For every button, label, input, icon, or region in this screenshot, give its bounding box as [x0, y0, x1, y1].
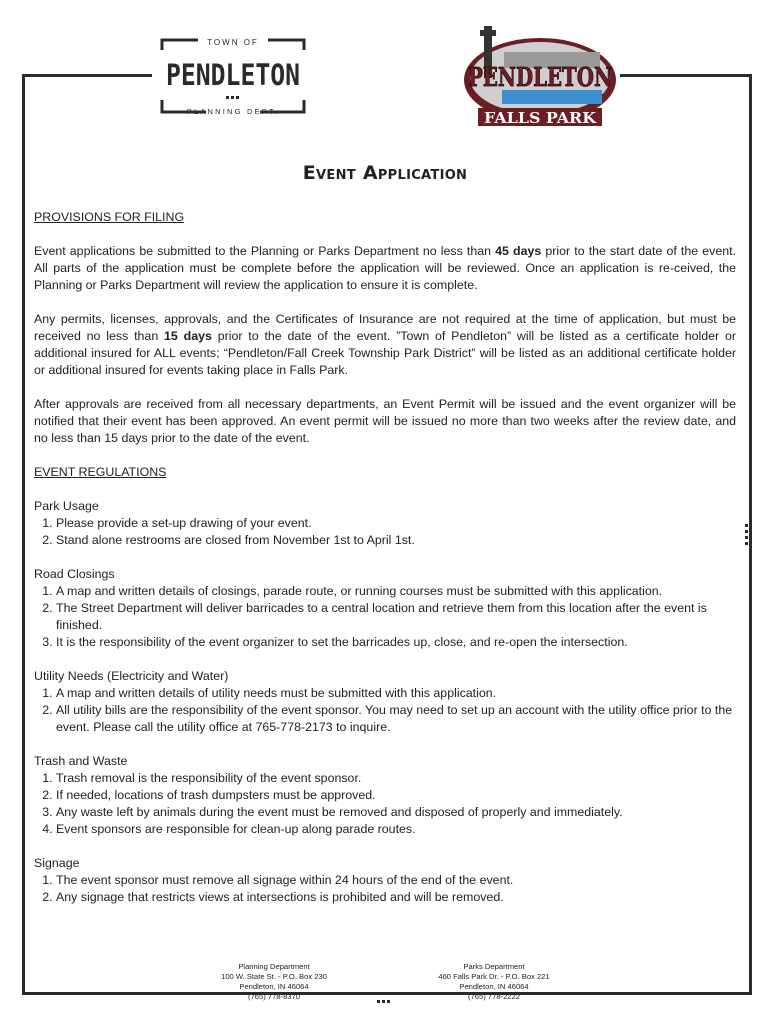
list-item: 2. If needed, locations of trash dumpsters must be approved.	[56, 787, 736, 804]
parks-city: Pendleton, IN 46064	[459, 982, 529, 991]
footer-planning	[204, 962, 344, 1002]
logo-town-of: TOWN OF	[207, 38, 259, 47]
provisions-paragraph-2: Any permits, licenses, approvals, and the Certificates of Insurance are not required at the time of application, but must be received no less than 15 days prior to the date of the event. ”Town of Pendleton” will be listed as a certificate holder or additional insured for ALL events; “Pendleton/Fall Creek Township Park District” will be listed as an additional certificate holder or additional insured for events taking place in Falls Park.	[34, 312, 736, 377]
left-dots	[22, 524, 25, 548]
road-closings-list	[34, 583, 736, 651]
footer-dots	[377, 990, 392, 1008]
frame-top-left	[22, 74, 152, 77]
utility-needs-list	[34, 685, 736, 736]
signage-title: Signage	[34, 856, 80, 870]
falls-park-logo	[458, 22, 622, 132]
list-item: 1. A map and written details of utility needs must be submitted with this application.	[56, 685, 736, 702]
parks-name: Parks Department	[463, 962, 525, 971]
list-item: 1. Please provide a set-up drawing of your event.	[56, 515, 736, 532]
list-item: 4. Event sponsors are responsible for clean-up along parade routes.	[56, 821, 736, 838]
trash-waste-title: Trash and Waste	[34, 754, 128, 768]
provisions-heading: PROVISIONS FOR FILING	[34, 210, 185, 224]
list-item: 2. The Street Department will deliver barricades to a central location and retrieve them from this location after the event is finished.	[56, 600, 736, 634]
list-item: 2. Stand alone restrooms are closed from November 1st to April 1st.	[56, 532, 736, 549]
logo-planning-dept: PLANNING DEPT.	[186, 107, 280, 116]
utility-needs-title: Utility Needs (Electricity and Water)	[34, 669, 229, 683]
park-usage-list	[34, 515, 736, 549]
park-usage-title: Park Usage	[34, 499, 99, 513]
footer-parks	[424, 962, 564, 1002]
signage-list	[34, 872, 736, 906]
right-dots	[745, 524, 748, 548]
logo-falls-park: FALLS PARK	[484, 109, 598, 127]
planning-address: 100 W. State St. - P.O. Box 230	[221, 972, 327, 981]
frame-top-right	[620, 74, 749, 77]
logo-right-name: PENDLETON	[468, 63, 612, 93]
road-closings-title: Road Closings	[34, 567, 115, 581]
planning-phone: (765) 778-8370	[248, 992, 300, 1001]
provisions-paragraph-1: Event applications be submitted to the Planning or Parks Department no less than 45 days prior to the start date of the event. All parts of the application must be complete before the application will be reviewed. Once an application is re-ceived, the Planning or Parks Department will review the application to ensure it is complete.	[34, 244, 736, 292]
list-item: 2. Any signage that restricts views at intersections is prohibited and will be removed.	[56, 889, 736, 906]
list-item: 3. It is the responsibility of the event organizer to set the barricades up, close, and re-open the intersection.	[56, 634, 736, 651]
regulations-heading: EVENT REGULATIONS	[34, 465, 167, 479]
provisions-paragraph-3: After approvals are received from all necessary departments, an Event Permit will be issued and the event organizer will be notified that their event has been approved. An event permit will be issued no more than two weeks after the review date, and no less than 15 days prior to the date of the event.	[34, 397, 736, 445]
list-item: 1. A map and written details of closings, parade route, or running courses must be submitted with this application.	[56, 583, 736, 600]
planning-city: Pendleton, IN 46064	[239, 982, 309, 991]
list-item: 2. All utility bills are the responsibility of the event sponsor. You may need to set up an account with the utility office prior to the event. Please call the utility office at 765-778-2173 to inquire.	[56, 702, 736, 736]
town-of-pendleton-logo	[160, 38, 306, 114]
list-item: 1. Trash removal is the responsibility of the event sponsor.	[56, 770, 736, 787]
list-item: 3. Any waste left by animals during the event must be removed and disposed of properly and immediately.	[56, 804, 736, 821]
document-body	[34, 209, 736, 923]
logo-pendleton: PENDLETON	[166, 58, 300, 92]
trash-waste-list	[34, 770, 736, 838]
planning-name: Planning Department	[238, 962, 310, 971]
list-item: 1. The event sponsor must remove all signage within 24 hours of the end of the event.	[56, 872, 736, 889]
page-title: Event Application	[302, 162, 468, 184]
parks-address: 460 Falls Park Dr. - P.O. Box 221	[438, 972, 550, 981]
parks-phone: (765) 778-2222	[468, 992, 520, 1001]
